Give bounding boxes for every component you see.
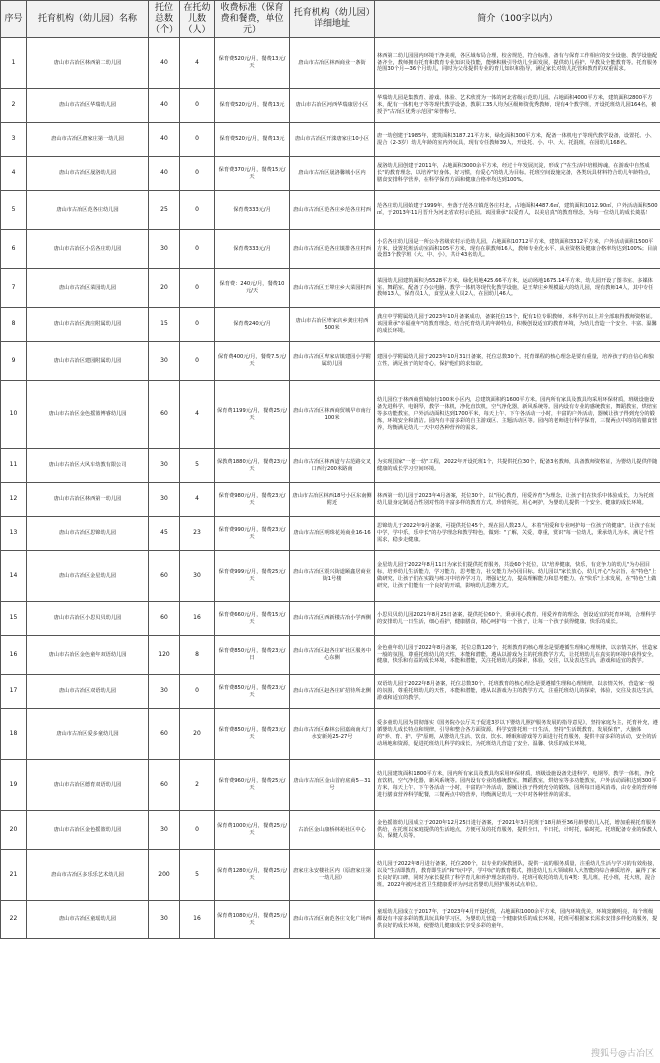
total-slots: 25 bbox=[149, 191, 180, 230]
address: 唐山市古冶区震兴街道颐鑫居商业街1号楼 bbox=[290, 551, 375, 602]
table-row bbox=[1, 89, 660, 123]
fee-standard: 保育费333元/月 bbox=[215, 230, 290, 269]
address: 唐山市古冶区金山首府底商5－31号 bbox=[290, 760, 375, 811]
intro-text: 林西第一幼儿园于2023年4月备案，托位30个，以"用心教育，用爱养育"为理念，让孩子们在快乐中体验成长，力为托班幼儿量身定制适合性别对性的丰富多样的教育方式，珍惜所托，用心呵护，为婴幼儿提供一个安全、健康的成长环境。 bbox=[375, 483, 660, 517]
org-name: 唐山市古冶区华瑞幼儿园 bbox=[27, 89, 149, 123]
org-name: 唐山市古冶区林西第一幼儿园 bbox=[27, 483, 149, 517]
intro-text: 范各庄幼儿园始建于1999年，坐落于范各庄镇范各庄村北，占地面积4487.6㎡，建筑面积1012.90㎡，户外活动面积500㎡，于2013年11月晋升为河北省农村示范园。该园秉承"以爱育人，以美启真"的教育理念，为每一位幼儿的成长奠基！ bbox=[375, 191, 660, 230]
address: 唐山市古冶区开滦唐家庄10小区 bbox=[290, 123, 375, 157]
enrolled-count: 16 bbox=[180, 602, 215, 636]
total-slots: 30 bbox=[149, 342, 180, 381]
total-slots: 60 bbox=[149, 602, 180, 636]
row-number: 2 bbox=[1, 89, 27, 123]
table-row bbox=[1, 191, 660, 230]
enrolled-count: 0 bbox=[180, 342, 215, 381]
org-name: 唐山市古冶区菜园幼儿园 bbox=[27, 269, 149, 308]
org-name: 唐山市古冶区龚庄附属幼儿园 bbox=[27, 308, 149, 342]
org-name: 唐山市古冶区建园附属幼儿园 bbox=[27, 342, 149, 381]
row-number: 20 bbox=[1, 811, 27, 850]
enrolled-count: 0 bbox=[180, 123, 215, 157]
row-number: 10 bbox=[1, 381, 27, 449]
header-enrolled: 在托幼儿数（人） bbox=[180, 1, 215, 38]
address: 唐山市古冶区卑家店乡龚庄村西500米 bbox=[290, 308, 375, 342]
total-slots: 30 bbox=[149, 449, 180, 483]
table-row bbox=[1, 230, 660, 269]
fee-standard: 保育费1080元/月，餐费25元/天 bbox=[215, 901, 290, 939]
table-header-row bbox=[1, 1, 660, 38]
intro-text: 小岳各庄幼儿园是一所公办省级农村示范幼儿园，占地面积10712平方米，建筑面积3312平方米，户外活动面积1500平方米，设置托班活动室面积105平方米，现有在职教师16人，教师专业化水平、从业资格及健康合格率均达到100%；目前设置3个教学班（大、中、小），共计43名幼儿。 bbox=[375, 230, 660, 269]
total-slots: 120 bbox=[149, 636, 180, 675]
org-name: 唐山市古冶区德育双语幼儿园 bbox=[27, 760, 149, 811]
intro-text: 龚庄中学附属幼儿园于2023年10月备案成功，备案托位15个，配有1位专职教师，本科学历以上并全部取得教师资格证。该园秉承"幸福童年"的教育理念，结合托育幼儿的年龄特点，积极创设适宜的教育环境，为幼儿营造一个安全、丰富、温馨的成长环境。 bbox=[375, 308, 660, 342]
enrolled-count: 4 bbox=[180, 381, 215, 449]
table-row bbox=[1, 381, 660, 449]
enrolled-count: 5 bbox=[180, 449, 215, 483]
intro-text: 幼儿园建筑面积1800平方米，园内所有家具及教具均采用环保材质，班级设施设备先进科学，电钢琴，教学一体机，净化直饮机，空气净化器，新风系统等。园内设有专业的感统教室，舞蹈教室，烘焙室等多功能教室，户外活动面积达到300平方米，每天上午、下午各活动一小时，丰富的户外活动，器械让孩子得到充分的锻炼，园所每日通风消毒，由专业的营养师进行膳食营养科学配餐，三餐两点中的营养，均衡满足幼儿一天中对各种营养的需求。 bbox=[375, 760, 660, 811]
table-row bbox=[1, 123, 660, 157]
table-row bbox=[1, 636, 660, 675]
header-no: 序号 bbox=[1, 1, 27, 38]
row-number: 12 bbox=[1, 483, 27, 517]
intro-text: 双语幼儿园于2022年8月备案，托位总数30个，托班教育的核心理念是要遵循生理和心理规律，以亲情关怀，营造家一般的氛围，尊重托班幼儿的天性，本能和潜能，遵从以游戏为主的教学方式，注重托班幼儿的探索，体验，交往及表达生活，游戏和适宜的教学。 bbox=[375, 675, 660, 709]
header-address: 托育机构（幼儿园）详细地址 bbox=[290, 1, 375, 38]
address: 唐山市古冶区晟洛馨城小区内 bbox=[290, 157, 375, 191]
address: 唐山市古冶区明珠花苑商业16-16 bbox=[290, 517, 375, 551]
row-number: 8 bbox=[1, 308, 27, 342]
row-number: 16 bbox=[1, 636, 27, 675]
fee-standard: 保育费520元/月，餐费13元 bbox=[215, 89, 290, 123]
fee-standard: 保育费850元/月，餐费23元/天 bbox=[215, 709, 290, 760]
org-name: 唐山市古冶区唐家庄第一幼儿园 bbox=[27, 123, 149, 157]
enrolled-count: 4 bbox=[180, 483, 215, 517]
total-slots: 40 bbox=[149, 38, 180, 89]
intro-text: 林西第二幼儿园园内环境干净美观，各区域布局合理，校舍规范，符合标准，备有与保育工作相应的安全设施、教学设施配备齐全，教师拥有托育和教育专业知识及技能，能够积极引导幼儿全面发展，提供幼儿看护、早教及全能教育等。托育服务范围30个月—36个月幼儿，同时为父母提供专业的育儿知识和指导，满足家长对幼儿托管和教育的双重需求。 bbox=[375, 38, 660, 89]
fee-standard: 保育费999元/月，餐费25元/天 bbox=[215, 551, 290, 602]
address: 唐山市古冶区王辇庄乡大菜园村西 bbox=[290, 269, 375, 308]
fee-standard: 保育费520元/月，餐费13元/天 bbox=[215, 38, 290, 89]
intro-text: 爱多童幼儿园为贯彻落实《国务院办公厅关于促进3岁以下婴幼儿照护服务发展的指导意见》，坚持家庭为主，托育补充，遵循婴幼儿成长特点和规律，引导和整合各方面资源，科学安排托班一日生活，坚持"生活既教育，发展保育"，大脑体的"养、育、护、学"原则，从婴幼儿生活、饮食、饮水、睡眠和游戏等方面进行托育服务，提供丰富多彩的活动，安全的活动场地和资源，促进托班幼儿科学的成长，为托班幼儿营造了安全、温馨、快乐的成长环境。 bbox=[375, 709, 660, 760]
intro-text: 华瑞幼儿园是集教育、游戏、体验、艺术欣赏为一体的河北省级示范幼儿园。占地面积4000平方米，建筑面积2800平方米，配有一体机电子等等现代教学设备，教职工35人均为区级师资优秀教师，现有4个教学班，开设托班幼儿园164名，被授予"古冶区优秀示范园"荣誉称号。 bbox=[375, 89, 660, 123]
address: 唐家庄永安楼社区内（原唐家庄第一幼儿园） bbox=[290, 850, 375, 901]
enrolled-count: 20 bbox=[180, 709, 215, 760]
fee-standard: 保育费520元/月，餐费13元 bbox=[215, 123, 290, 157]
row-number: 22 bbox=[1, 901, 27, 939]
fee-standard: 保育费660元/月，餐费15元/天 bbox=[215, 602, 290, 636]
table-row bbox=[1, 269, 660, 308]
fee-standard: 保育费850元/月，餐费23元/天 bbox=[215, 675, 290, 709]
enrolled-count: 5 bbox=[180, 850, 215, 901]
table-row bbox=[1, 675, 660, 709]
total-slots: 30 bbox=[149, 483, 180, 517]
address: 古冶区金山康桥林苑社区中心 bbox=[290, 811, 375, 850]
header-name: 托育机构（幼儿园）名称 bbox=[27, 1, 149, 38]
row-number: 3 bbox=[1, 123, 27, 157]
row-number: 14 bbox=[1, 551, 27, 602]
row-number: 11 bbox=[1, 449, 27, 483]
total-slots: 60 bbox=[149, 381, 180, 449]
total-slots: 60 bbox=[149, 551, 180, 602]
fee-standard: 保育费240元/月 bbox=[215, 308, 290, 342]
total-slots: 30 bbox=[149, 230, 180, 269]
org-name: 唐山市古冶区林西第二幼儿园 bbox=[27, 38, 149, 89]
fee-standard: 保育费1280元/月，餐费25元/天 bbox=[215, 850, 290, 901]
total-slots: 40 bbox=[149, 157, 180, 191]
table-row bbox=[1, 449, 660, 483]
table-row bbox=[1, 901, 660, 939]
row-number: 9 bbox=[1, 342, 27, 381]
row-number: 1 bbox=[1, 38, 27, 89]
row-number: 4 bbox=[1, 157, 27, 191]
enrolled-count: 23 bbox=[180, 517, 215, 551]
fee-standard: 保育费980元/月，餐费23元/天 bbox=[215, 483, 290, 517]
total-slots: 60 bbox=[149, 709, 180, 760]
org-name: 唐山市古冶区多乐乐艺术幼儿园 bbox=[27, 850, 149, 901]
address: 唐山市古冶区林西道与古范路交叉口西行200米路南 bbox=[290, 449, 375, 483]
org-name: 唐山市古冶区双语幼儿园 bbox=[27, 675, 149, 709]
total-slots: 200 bbox=[149, 850, 180, 901]
address: 唐山市古冶区林西18号小区东南侧附近 bbox=[290, 483, 375, 517]
row-number: 21 bbox=[1, 850, 27, 901]
enrolled-count: 16 bbox=[180, 901, 215, 939]
enrolled-count: 30 bbox=[180, 551, 215, 602]
fee-standard: 保育费370元/月，餐费15元/天 bbox=[215, 157, 290, 191]
fee-standard: 保育费990元/月，餐费23元/天 bbox=[215, 517, 290, 551]
total-slots: 45 bbox=[149, 517, 180, 551]
enrolled-count: 0 bbox=[180, 269, 215, 308]
org-name: 唐山市古冶区金色童年双语幼儿园 bbox=[27, 636, 149, 675]
fee-standard: 保育费400元/月，餐费7.5元/天 bbox=[215, 342, 290, 381]
enrolled-count: 0 bbox=[180, 675, 215, 709]
org-name: 唐山市古冶区思锦幼儿园 bbox=[27, 517, 149, 551]
table-row bbox=[1, 602, 660, 636]
org-name: 唐山市古冶区爱多童幼儿园 bbox=[27, 709, 149, 760]
fee-standard: 保育费850元/月，餐费23元/日 bbox=[215, 636, 290, 675]
intro-text: 为实现国家"一老一幼"工程，2022年开设托班1个，共提供托位30个，配备3名教师，具备教师资格证，为婴幼儿提供伴随健康的成长学习空间环境。 bbox=[375, 449, 660, 483]
total-slots: 20 bbox=[149, 269, 180, 308]
intro-text: 童瑶幼儿园成立于2017年，于2023年4月开设托班，占地面积1000余平方米，园内环境优美，环境宽敞明亮，每个班级都设有丰富多彩的教具玩具和学习区，为婴幼儿营造一个健康快乐的成长环境，托班可根据家长需求安排多样化的服务，提供良好的成长环境，使婴幼儿健康成长享受多彩的童年。 bbox=[375, 901, 660, 939]
intro-text: 幼儿园于2022年8月进行备案，托位200个，以专业的保教团队，提供一流的服务质量，注重幼儿生活与学习的有效衔接，以及"生活即教育，教育即生活"和"玩中学，学中玩"的教育模式，推进幼儿五大领域和人大智能的综合素质培养，赢得了家长良好的口碑，同时为家长提供了科学育儿和养护理念的指导。托班可收托的幼儿有4类：乳儿班，托小班，托大班，混合班。2022年被河北省卫生健康委评为河北省婴幼儿照护服务试点单位。 bbox=[375, 850, 660, 901]
table-row bbox=[1, 709, 660, 760]
enrolled-count: 2 bbox=[180, 760, 215, 811]
intro-text: 唐一幼创建于1985年，建筑面积3187.21平方米，绿化面积300平方米，配备一体机电子等现代教学设备，设置托、小、混合（2-3岁）幼儿年龄的室内外玩具，现有专任教师39人，开设托、小、中、大、托混班，在园幼儿168名。 bbox=[375, 123, 660, 157]
address: 唐山市古冶区赵各庄矿社区服务中心东侧 bbox=[290, 636, 375, 675]
org-name: 唐山市古冶区金色摇篮幼儿园 bbox=[27, 811, 149, 850]
enrolled-count: 0 bbox=[180, 308, 215, 342]
table-row bbox=[1, 483, 660, 517]
header-intro: 简介（100字以内） bbox=[375, 1, 660, 38]
row-number: 19 bbox=[1, 760, 27, 811]
row-number: 5 bbox=[1, 191, 27, 230]
enrolled-count: 8 bbox=[180, 636, 215, 675]
org-name: 唐山市古冶区金星幼儿园 bbox=[27, 551, 149, 602]
table-row bbox=[1, 850, 660, 901]
org-name: 唐山市古冶区大风车幼教有限公司 bbox=[27, 449, 149, 483]
fee-standard: 保育费1000元/月，餐费25元/天 bbox=[215, 811, 290, 850]
row-number: 13 bbox=[1, 517, 27, 551]
org-name: 唐山市古冶区童瑶幼儿园 bbox=[27, 901, 149, 939]
row-number: 15 bbox=[1, 602, 27, 636]
table-row bbox=[1, 811, 660, 850]
fee-standard: 保教费1880元/月，餐费23元/天 bbox=[215, 449, 290, 483]
org-name: 唐山市古冶区范各庄幼儿园 bbox=[27, 191, 149, 230]
enrolled-count: 4 bbox=[180, 38, 215, 89]
intro-text: 菜园幼儿园建筑面积为5528平方米，绿化用地425.66平方米，运动场地1675.14平方米，幼儿园开设了图书室、多媒体室、舞蹈室，配备了办公电脑、教学一体机等现代化教学设施，是王辇庄乡规模最大的幼儿园，现有教师14人，其中专任教师13人，保育员1人，食堂从业人员2人，在园幼儿46人。 bbox=[375, 269, 660, 308]
total-slots: 30 bbox=[149, 811, 180, 850]
table-row bbox=[1, 308, 660, 342]
intro-text: 幼儿园位于林西商贸城南行100米小区内，总建筑面积约1600平方米。园内所有家具及教具均采用环保材质，班级设施设备先进科学，电钢琴，教学一体机，净化直饮机，空气净化器，新风系统等。园内设有专业的感统教室，舞蹈教室，烘焙室等多功能教室，户外活动面积达到1700平米，每天上午、下午各活动一小时，丰富的户外活动，器械让孩子得到充分的锻炼，环境安全和清洁。园内有丰富多彩的自主游戏区、主题活动区等。园内的老师进行科学保育，三餐两点中的的的膳食营养，均衡满足幼儿一天中对各种营养的需求。 bbox=[375, 381, 660, 449]
intro-text: 思锦幼儿于2022年9月备案，可提供托位45个，现在园人数23人，本着"用爱和专业呵护每一位孩子的健康"，让孩子在玩中学，学中乐，乐中长"的办学理念和教学特色，做到："了解，关爱，尊重，赏识"每一位幼儿，秉承幼儿为本，满足个性需求，稳步走健康。 bbox=[375, 517, 660, 551]
intro-text: 建园小学附属幼儿园于2023年10月31日备案，托位总数30个。托育课程的核心理念是要有重量，培养孩子的自信心和独立性，满足孩子的好奇心，保护他们的求知欲。 bbox=[375, 342, 660, 381]
intro-text: 小思贝贝幼儿园2021年8月25日备案，提供托位60个，秉承用心教育，用爱养育的理念，创设适宜的托育环境，合理科学的安排幼儿一日生活，细心看护，健康膳食，精心呵护每一个孩子，让每一个孩子获得健康、快乐的成长。 bbox=[375, 602, 660, 636]
address: 唐山市古冶区南范各庄文化广场西 bbox=[290, 901, 375, 939]
total-slots: 60 bbox=[149, 760, 180, 811]
address: 唐山市古冶区西新楼古冶小学西侧 bbox=[290, 602, 375, 636]
org-name: 唐山市古冶区小岳各庄幼儿园 bbox=[27, 230, 149, 269]
org-name: 唐山市古冶区晟洛幼儿园 bbox=[27, 157, 149, 191]
row-number: 18 bbox=[1, 709, 27, 760]
fee-standard: 保育费1199元/月，餐费25元/天 bbox=[215, 381, 290, 449]
address: 唐山市古冶区林西商贸城早市南行100米 bbox=[290, 381, 375, 449]
enrolled-count: 0 bbox=[180, 89, 215, 123]
intro-text: 晟洛幼儿园创建于2011年，占地面积3000余平方米，经过十年发展沉淀，形成了"在生活中培根铸魂，在游戏中自然成长"的教育理念，以培养"好身体，好习惯，有爱心"的幼儿为目标。托班空间设施完备，各类玩具材料符合幼儿年龄特点，膳食安排科学营养，在科学保育方面和健康合格率均达到100%。 bbox=[375, 157, 660, 191]
address: 唐山市古冶区林西商业一条街 bbox=[290, 38, 375, 89]
enrolled-count: 0 bbox=[180, 811, 215, 850]
address: 唐山市古冶区赵各庄矿招待所北侧 bbox=[290, 675, 375, 709]
row-number: 17 bbox=[1, 675, 27, 709]
org-name: 唐山市古冶区金色摇篮博睿幼儿园 bbox=[27, 381, 149, 449]
total-slots: 40 bbox=[149, 123, 180, 157]
address: 唐山市古冶区河西华瑞康居小区 bbox=[290, 89, 375, 123]
table-row bbox=[1, 551, 660, 602]
watermark: 搜狐号@古冶区 bbox=[590, 1049, 654, 1059]
fee-standard: 保育费：240元/月，餐费10元/天 bbox=[215, 269, 290, 308]
table-row bbox=[1, 38, 660, 89]
address: 唐山市古冶区范各庄镇排各庄村西 bbox=[290, 230, 375, 269]
table-row bbox=[1, 342, 660, 381]
table-row bbox=[1, 517, 660, 551]
total-slots: 30 bbox=[149, 901, 180, 939]
total-slots: 15 bbox=[149, 308, 180, 342]
header-fee: 收费标准（保育费和餐费，单位元） bbox=[215, 1, 290, 38]
enrolled-count: 0 bbox=[180, 191, 215, 230]
enrolled-count: 0 bbox=[180, 157, 215, 191]
total-slots: 30 bbox=[149, 675, 180, 709]
intro-text: 金星幼儿园于2022年8月11日为家长们提供托育服务，共设60个托位，以"培养健康，快乐，有竞争力的幼儿"为办园目标，培养幼儿生活能力，学习能力，思考能力，社交能力为办园目标。幼儿园以"家长放心，幼儿开心"为宗旨，在"特色"上做研究，让孩子们在实践与练习中培养学习力，增强记忆力，提高理解能力和思考能力，在"快乐"上求发展，在"特色"上做研究，让孩子们能有一个良好的开端，影响幼儿思维方式。 bbox=[375, 551, 660, 602]
enrolled-count: 0 bbox=[180, 230, 215, 269]
org-name: 唐山市古冶区小思贝贝幼儿园 bbox=[27, 602, 149, 636]
fee-standard: 保育费960元/月，餐费25元/天 bbox=[215, 760, 290, 811]
row-number: 6 bbox=[1, 230, 27, 269]
table-row bbox=[1, 760, 660, 811]
address: 唐山市古冶区卑家店镇建园小学附属幼儿园 bbox=[290, 342, 375, 381]
intro-text: 金色童年幼儿园于2022年8月备案，托位总数120个，托班教育的核心理念是要遵循生理和心理规律，以亲情关怀，营造家一般的氛围，尊重托班幼儿的天性，本能和潜能，遵从以游戏为主的托班教学方式，让托班幼儿在真实的环境中获得安全，健康，快乐和有益的成长环境，本能和潜能，关注托班幼儿的探索，体验，交往，以及表达生活，游戏和适宜的教学。 bbox=[375, 636, 660, 675]
header-total: 托位总数（个） bbox=[149, 1, 180, 38]
address: 唐山市古冶区森林公园嘉商南大门水安新苑25-27号 bbox=[290, 709, 375, 760]
intro-text: 金色摇篮幼儿园成立于2020年12月25日进行备案，于2021年3月托班于18月龄至36月龄婴幼儿入托，增加重视托育服务供给，在托班以家庭提供的生活地点，方便可及的托育服务，提供全日，半日托，计时托，临时托。托班配备专业的保教人员、保健人员等。 bbox=[375, 811, 660, 850]
fee-standard: 保育费333元/月 bbox=[215, 191, 290, 230]
row-number: 7 bbox=[1, 269, 27, 308]
table-row bbox=[1, 157, 660, 191]
total-slots: 40 bbox=[149, 89, 180, 123]
address: 唐山市古冶区范各庄乡范各庄村西 bbox=[290, 191, 375, 230]
